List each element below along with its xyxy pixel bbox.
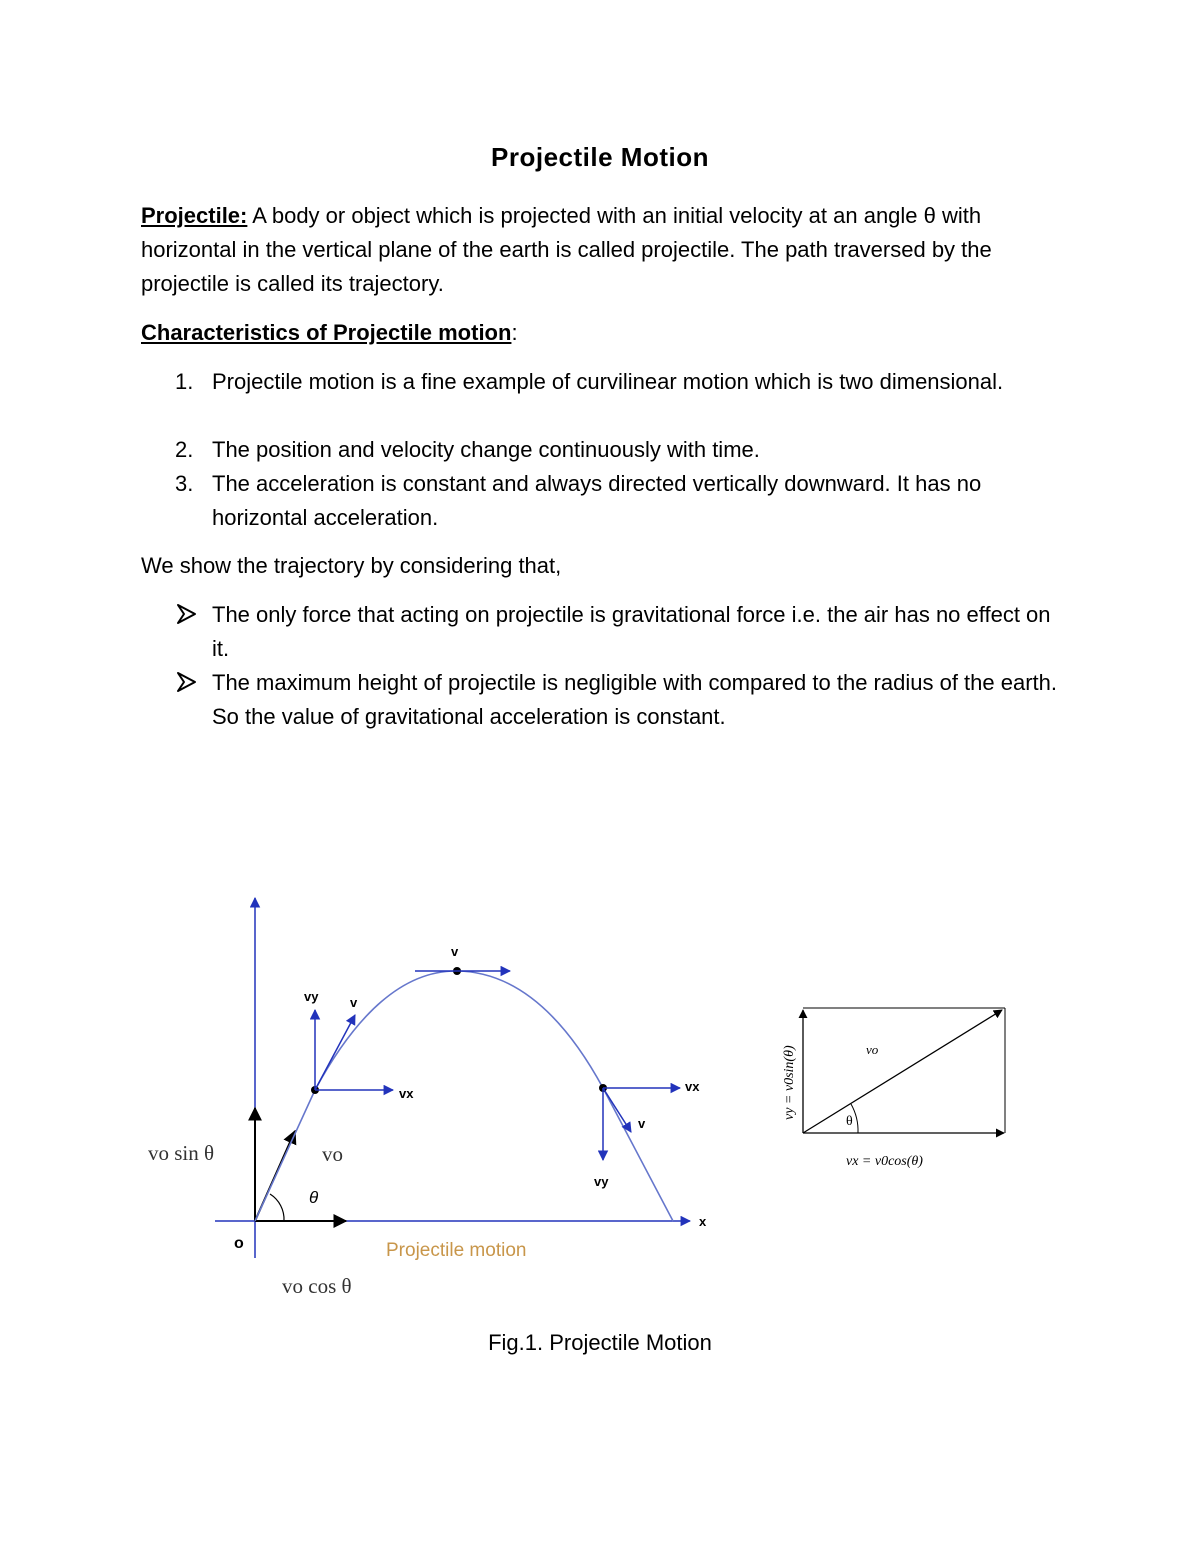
inset-vy-label: vy = v0sin(θ) [782,1045,797,1120]
v-left-arrow [315,1015,355,1090]
list-number: 1. [175,369,194,394]
bullet-item [141,666,1071,734]
list-number: 2. [175,437,194,462]
bullet-text: The only force that acting on projectile is gravitational force i.e. the air has no effect on it. [212,602,1051,661]
inset-theta-label: θ [846,1114,853,1129]
definition-text: A body or object which is projected with an initial velocity at an angle θ with horizontal in the vertical plane of the earth is called projectile. The path traversed by the projectile is called its trajectory. [141,203,992,296]
label-vy-right: vy [594,1174,609,1189]
list-text: The position and velocity change continuously with time. [212,437,760,462]
list-number: 3. [175,471,194,496]
characteristics-title: Characteristics of Projectile motion [141,320,512,345]
label-origin: o [234,1235,244,1252]
label-vo-cos: vo cos θ [282,1274,352,1298]
page-title: Projectile Motion [491,142,709,172]
assumptions-intro: We show the trajectory by considering that, [141,553,562,578]
label-vx-right: vx [685,1079,700,1094]
label-vy-left: vy [304,989,319,1004]
projectile-diagram [0,880,1200,1320]
characteristics-heading [141,316,1071,350]
label-x-axis: x [699,1214,707,1229]
label-vo: vo [322,1142,343,1166]
inset-vo-label: vo [866,1042,879,1057]
arrow-bullet-icon [176,600,198,628]
label-vo-sin: vo sin θ [148,1141,215,1165]
list-item [141,467,1071,535]
arrow-bullet-icon [176,668,198,696]
diagram-subtitle: Projectile motion [386,1240,527,1261]
v-right-arrow [603,1088,631,1132]
label-vx-left: vx [399,1086,414,1101]
definition-term: Projectile: [141,203,248,228]
figure-caption: Fig.1. Projectile Motion [488,1330,712,1355]
label-v-right: v [638,1116,646,1131]
label-v-top: v [451,944,459,959]
inset-vx-label: vx = v0cos(θ) [846,1154,923,1169]
label-theta: θ [309,1188,319,1207]
velocity-components-inset [782,1008,1005,1169]
definition-paragraph [141,199,1071,301]
label-v-left: v [350,995,358,1010]
inset-vo-arrow [803,1010,1002,1133]
bullet-item [141,598,1071,666]
list-text: The acceleration is constant and always directed vertically downward. It has no horizontal acceleration. [212,471,982,530]
list-item [141,365,1071,399]
list-text: Projectile motion is a fine example of curvilinear motion which is two dimensional. [212,369,1004,394]
list-item [141,433,1071,467]
theta-arc [270,1194,284,1221]
bullet-text: The maximum height of projectile is negligible with compared to the radius of the earth. So the value of gravitational acceleration is constant. [212,670,1057,729]
trajectory-path [255,971,673,1221]
characteristics-colon: : [511,320,518,345]
